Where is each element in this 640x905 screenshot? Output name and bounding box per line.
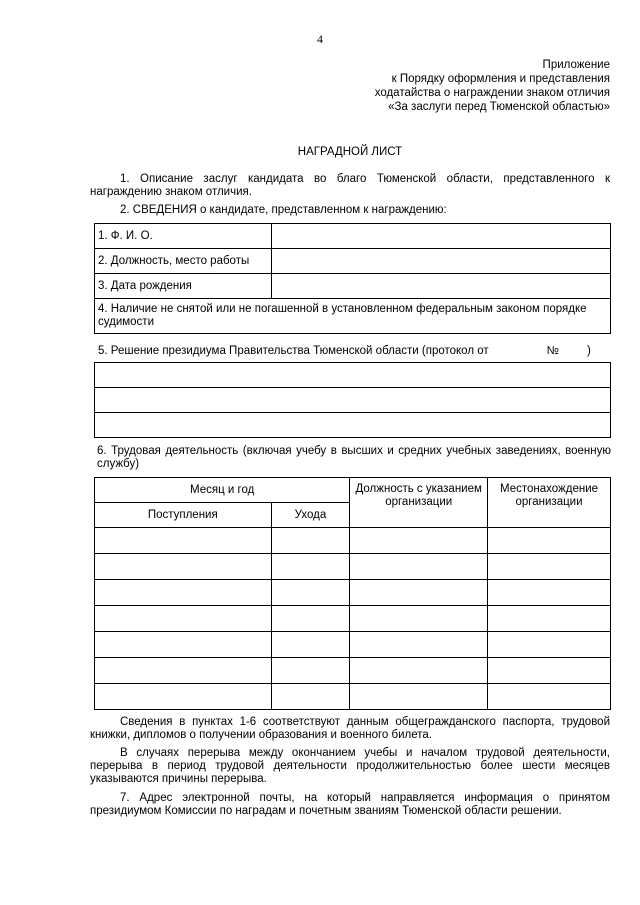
- info-row-position: [95, 249, 611, 274]
- cell-entry[interactable]: [95, 684, 272, 710]
- cell-entry[interactable]: [95, 606, 272, 632]
- info-row-fio: [95, 224, 611, 249]
- section-6-text: 6. Трудовая деятельность (включая учебу в высших и средних учебных заведениях, военную службу): [97, 445, 611, 470]
- cell-exit[interactable]: [271, 684, 350, 710]
- info-label-position: 2. Должность, место работы: [95, 249, 272, 274]
- cell-location[interactable]: [488, 632, 611, 658]
- info-label-fio: 1. Ф. И. О.: [95, 224, 272, 249]
- note-1-text: [90, 716, 610, 742]
- info-row-birthdate: [95, 274, 611, 299]
- cell-position[interactable]: [350, 684, 488, 710]
- section-1-label: 1. Описание заслуг кандидата во благо Тюменской области, представленного к награждению знаком отличия.: [90, 173, 610, 198]
- header-entry: Поступления: [95, 503, 272, 528]
- note-1-label: Сведения в пунктах 1-6 соответствуют данным общегражданского паспорта, трудовой книжки, дипломов о получении образования и военного билета.: [90, 716, 610, 741]
- decision-blank-rows: [94, 362, 611, 438]
- note-2-label: В случаях перерыва между окончанием учебы и началом трудовой деятельности, перерыва в период трудовой деятельности продолжительностью более шести месяцев указываются причины перерыва.: [90, 747, 610, 785]
- section-5-close: ): [586, 345, 591, 357]
- header-exit: Ухода: [271, 503, 350, 528]
- table-row: [95, 554, 611, 580]
- table-row: [95, 528, 611, 554]
- appendix-line-4: «За заслуги перед Тюменской областью»: [388, 101, 610, 113]
- section-5-number-sign: №: [546, 345, 559, 357]
- info-value-fio[interactable]: [271, 224, 610, 249]
- table-row: [95, 632, 611, 658]
- cell-position[interactable]: [350, 554, 488, 580]
- candidate-info-table: [94, 223, 611, 334]
- cell-location[interactable]: [488, 554, 611, 580]
- info-row-conviction: [95, 299, 611, 334]
- section-2-label: 2. СВЕДЕНИЯ о кандидате, представленном к награждению:: [120, 204, 447, 216]
- page-title: НАГРАДНОЙ ЛИСТ: [297, 146, 403, 158]
- cell-location[interactable]: [488, 684, 611, 710]
- cell-position[interactable]: [350, 606, 488, 632]
- cell-exit[interactable]: [271, 658, 350, 684]
- work-header-row: [95, 478, 611, 503]
- cell-entry[interactable]: [95, 658, 272, 684]
- cell-entry[interactable]: [95, 580, 272, 606]
- cell-exit[interactable]: [271, 580, 350, 606]
- appendix-header: [375, 58, 610, 114]
- info-value-birthdate[interactable]: [271, 274, 610, 299]
- info-label-conviction: 4. Наличие не снятой или не погашенной в установленном федеральным законом порядке судимости: [95, 299, 611, 334]
- info-value-position[interactable]: [271, 249, 610, 274]
- appendix-line-2: к Порядку оформления и представления: [391, 73, 610, 85]
- header-position: Должность с указанием организации: [350, 478, 488, 528]
- cell-position[interactable]: [350, 658, 488, 684]
- section-7-label: 7. Адрес электронной почты, на который направляется информация о принятом президиумом Комиссии по наградам и почетным званиям Тюменской области решении.: [90, 792, 610, 817]
- cell-exit[interactable]: [271, 632, 350, 658]
- header-month-year: Месяц и год: [95, 478, 350, 503]
- work-history-table: [94, 477, 611, 710]
- cell-exit[interactable]: [271, 554, 350, 580]
- cell-entry[interactable]: [95, 528, 272, 554]
- table-row: [95, 658, 611, 684]
- section-7-text: [90, 792, 610, 818]
- section-5-label: 5. Решение президиума Правительства Тюменской области (протокол от: [98, 345, 489, 357]
- cell-location[interactable]: [488, 528, 611, 554]
- decision-blank-row[interactable]: [95, 413, 611, 438]
- cell-entry[interactable]: [95, 632, 272, 658]
- info-label-birthdate: 3. Дата рождения: [95, 274, 272, 299]
- cell-position[interactable]: [350, 632, 488, 658]
- cell-location[interactable]: [488, 658, 611, 684]
- cell-location[interactable]: [488, 580, 611, 606]
- table-row: [95, 684, 611, 710]
- note-2-text: [90, 747, 610, 786]
- cell-exit[interactable]: [271, 606, 350, 632]
- cell-position[interactable]: [350, 580, 488, 606]
- cell-entry[interactable]: [95, 554, 272, 580]
- cell-location[interactable]: [488, 606, 611, 632]
- page-number: 4: [317, 32, 323, 46]
- cell-position[interactable]: [350, 528, 488, 554]
- table-row: [95, 606, 611, 632]
- appendix-line-3: ходатайства о награждении знаком отличия: [374, 87, 610, 99]
- table-row: [95, 580, 611, 606]
- cell-exit[interactable]: [271, 528, 350, 554]
- section-2-text: [90, 204, 610, 217]
- appendix-line-1: Приложение: [542, 59, 610, 71]
- decision-blank-row[interactable]: [95, 363, 611, 388]
- section-5-text: [98, 345, 611, 357]
- decision-blank-row[interactable]: [95, 388, 611, 413]
- section-1-text: [90, 173, 610, 199]
- header-location: Местонахождение организации: [488, 478, 611, 528]
